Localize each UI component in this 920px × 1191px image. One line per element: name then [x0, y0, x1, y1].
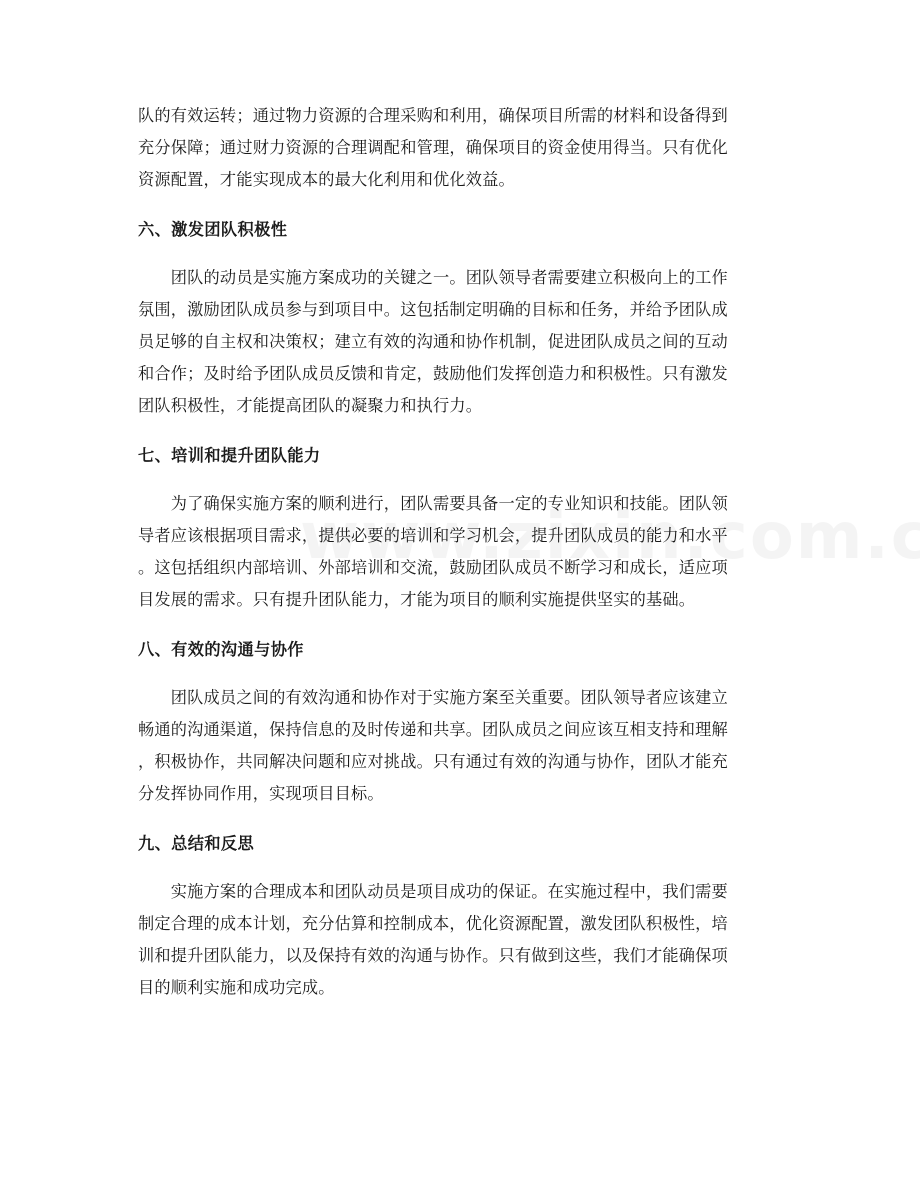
text-line: 团队成员之间的有效沟通和协作对于实施方案至关重要。团队领导者应该建立 [138, 688, 728, 707]
paragraph [138, 100, 788, 196]
text-line: 。这包括组织内部培训、外部培训和交流，鼓励团队成员不断学习和成长，适应项 [138, 558, 728, 577]
text-line: 氛围，激励团队成员参与到项目中。这包括制定明确的目标和任务，并给予团队成 [138, 300, 728, 319]
text-line: 制定合理的成本计划，充分估算和控制成本，优化资源配置，激发团队积极性，培 [138, 914, 728, 933]
text-line: 资源配置，才能实现成本的最大化利用和优化效益。 [138, 170, 515, 189]
document-body [138, 100, 788, 1004]
text-line: 队的有效运转；通过物力资源的合理采购和利用，确保项目所需的材料和设备得到 [138, 106, 728, 125]
text-line: 实施方案的合理成本和团队动员是项目成功的保证。在实施过程中，我们需要 [138, 882, 728, 901]
paragraph [138, 488, 788, 616]
text-line: 目发展的需求。只有提升团队能力，才能为项目的顺利实施提供坚实的基础。 [138, 590, 696, 609]
paragraph [138, 876, 788, 1004]
text-line: 目的顺利实施和成功完成。 [138, 978, 335, 997]
paragraph [138, 682, 788, 810]
paragraph [138, 262, 788, 422]
text-line: 为了确保实施方案的顺利进行，团队需要具备一定的专业知识和技能。团队领 [138, 494, 728, 513]
text-line: 充分保障；通过财力资源的合理调配和管理，确保项目的资金使用得当。只有优化 [138, 138, 728, 157]
text-line: 团队的动员是实施方案成功的关键之一。团队领导者需要建立积极向上的工作 [138, 268, 728, 287]
text-line: 训和提升团队能力，以及保持有效的沟通与协作。只有做到这些，我们才能确保项 [138, 946, 728, 965]
text-line: 员足够的自主权和决策权；建立有效的沟通和协作机制，促进团队成员之间的互动 [138, 332, 728, 351]
section-heading: 七、培训和提升团队能力 [138, 446, 321, 465]
section-heading: 六、激发团队积极性 [138, 220, 288, 239]
section-heading: 九、总结和反思 [138, 834, 255, 853]
text-line: ，积极协作，共同解决问题和应对挑战。只有通过有效的沟通与协作，团队才能充 [138, 752, 728, 771]
text-line: 分发挥协同作用，实现项目目标。 [138, 784, 384, 803]
text-line: 和合作；及时给予团队成员反馈和肯定，鼓励他们发挥创造力和积极性。只有激发 [138, 364, 728, 383]
section-heading: 八、有效的沟通与协作 [138, 640, 304, 659]
text-line: 畅通的沟通渠道，保持信息的及时传递和共享。团队成员之间应该互相支持和理解 [138, 720, 728, 739]
text-line: 团队积极性，才能提高团队的凝聚力和执行力。 [138, 396, 483, 415]
text-line: 导者应该根据项目需求，提供必要的培训和学习机会，提升团队成员的能力和水平 [138, 526, 728, 545]
